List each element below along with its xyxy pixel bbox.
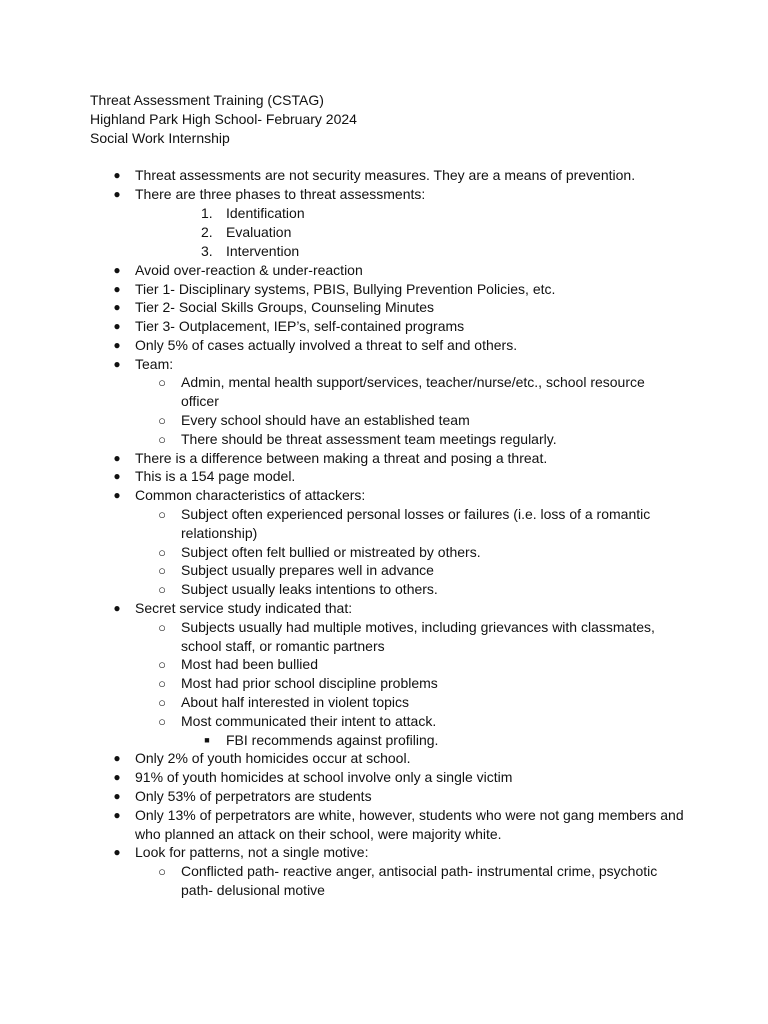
list-item: Only 2% of youth homicides occur at school.: [135, 750, 411, 766]
sub-list-item: Most had been bullied: [181, 656, 318, 672]
sub-bullet-icon: ○: [158, 563, 166, 578]
list-item-continued: who planned an attack on their school, were majority white.: [135, 826, 502, 842]
sub-list-item: About half interested in violent topics: [181, 694, 410, 710]
program-name: Social Work Internship: [90, 130, 230, 146]
bullet-icon: ●: [113, 451, 121, 465]
list-number: 2.: [201, 224, 213, 240]
list-item: Look for patterns, not a single motive:: [135, 844, 369, 860]
phase-item: Intervention: [226, 243, 300, 259]
sub-bullet-icon: ○: [158, 676, 166, 691]
sub-list-item-continued: path- delusional motive: [181, 882, 325, 898]
list-item: Only 53% of perpetrators are students: [135, 788, 372, 804]
bullet-icon: ●: [113, 601, 121, 615]
list-item: Avoid over-reaction & under-reaction: [135, 262, 363, 278]
list-item: Tier 1- Disciplinary systems, PBIS, Bullying Prevention Policies, etc.: [135, 281, 556, 297]
bullet-icon: ●: [113, 789, 121, 803]
bullet-icon: ●: [113, 845, 121, 859]
sub-bullet-icon: ○: [158, 695, 166, 710]
sub-bullet-icon: ○: [158, 582, 166, 597]
list-item: Threat assessments are not security measures. They are a means of prevention.: [135, 167, 636, 183]
list-item: Tier 2- Social Skills Groups, Counseling Minutes: [135, 299, 435, 315]
bullet-icon: ●: [113, 187, 121, 201]
list-item: Tier 3- Outplacement, IEP’s, self-contained programs: [135, 318, 465, 334]
list-item: 91% of youth homicides at school involve only a single victim: [135, 769, 513, 785]
bullet-icon: ●: [113, 263, 121, 277]
sub-list-item: Every school should have an established team: [181, 412, 470, 428]
bullet-icon: ●: [113, 357, 121, 371]
bullet-icon: ●: [113, 808, 121, 822]
bullet-icon: ●: [113, 770, 121, 784]
sub-list-item: Subject often felt bullied or mistreated by others.: [181, 544, 481, 560]
bullet-icon: ●: [113, 300, 121, 314]
sub-sub-list-item: FBI recommends against profiling.: [226, 732, 439, 748]
list-number: 3.: [201, 243, 213, 259]
list-item: This is a 154 page model.: [135, 468, 296, 484]
list-item: Common characteristics of attackers:: [135, 487, 366, 503]
sub-bullet-icon: ○: [158, 413, 166, 428]
sub-list-item: Conflicted path- reactive anger, antisocial path- instrumental crime, psychotic: [181, 863, 658, 879]
list-item: Only 13% of perpetrators are white, however, students who were not gang members and: [135, 807, 684, 823]
list-number: 1.: [201, 205, 213, 221]
sub-bullet-icon: ○: [158, 507, 166, 522]
sub-list-item-continued: relationship): [181, 525, 258, 541]
bullet-icon: ●: [113, 338, 121, 352]
sub-bullet-icon: ○: [158, 620, 166, 635]
phase-item: Identification: [226, 205, 305, 221]
sub-bullet-icon: ○: [158, 432, 166, 447]
list-item: Secret service study indicated that:: [135, 600, 353, 616]
sub-list-item-continued: officer: [181, 393, 219, 409]
sub-list-item: Most had prior school discipline problems: [181, 675, 438, 691]
list-item: Only 5% of cases actually involved a threat to self and others.: [135, 337, 518, 353]
list-item: There are three phases to threat assessments:: [135, 186, 426, 202]
sub-list-item: Subjects usually had multiple motives, including grievances with classmates,: [181, 619, 655, 635]
sub-list-item: Subject usually leaks intentions to others.: [181, 581, 438, 597]
bullet-icon: ●: [113, 469, 121, 483]
sub-bullet-icon: ○: [158, 657, 166, 672]
bullet-icon: ●: [113, 751, 121, 765]
bullet-icon: ●: [113, 282, 121, 296]
sub-bullet-icon: ○: [158, 545, 166, 560]
sub-list-item: Admin, mental health support/services, teacher/nurse/etc., school resource: [181, 374, 645, 390]
bullet-icon: ●: [113, 488, 121, 502]
sub-bullet-icon: ○: [158, 375, 166, 390]
list-item: There is a difference between making a threat and posing a threat.: [135, 450, 548, 466]
sub-list-item-continued: school staff, or romantic partners: [181, 638, 385, 654]
school-and-date: Highland Park High School- February 2024: [90, 111, 357, 127]
square-bullet-icon: ■: [204, 735, 210, 745]
sub-list-item: Subject usually prepares well in advance: [181, 562, 434, 578]
sub-list-item: Most communicated their intent to attack.: [181, 713, 437, 729]
document-title: Threat Assessment Training (CSTAG): [90, 92, 324, 108]
bullet-icon: ●: [113, 319, 121, 333]
bullet-icon: ●: [113, 168, 121, 182]
phase-item: Evaluation: [226, 224, 292, 240]
sub-list-item: Subject often experienced personal losses or failures (i.e. loss of a romantic: [181, 506, 651, 522]
sub-bullet-icon: ○: [158, 864, 166, 879]
sub-list-item: There should be threat assessment team meetings regularly.: [181, 431, 557, 447]
sub-bullet-icon: ○: [158, 714, 166, 729]
list-item: Team:: [135, 356, 174, 372]
